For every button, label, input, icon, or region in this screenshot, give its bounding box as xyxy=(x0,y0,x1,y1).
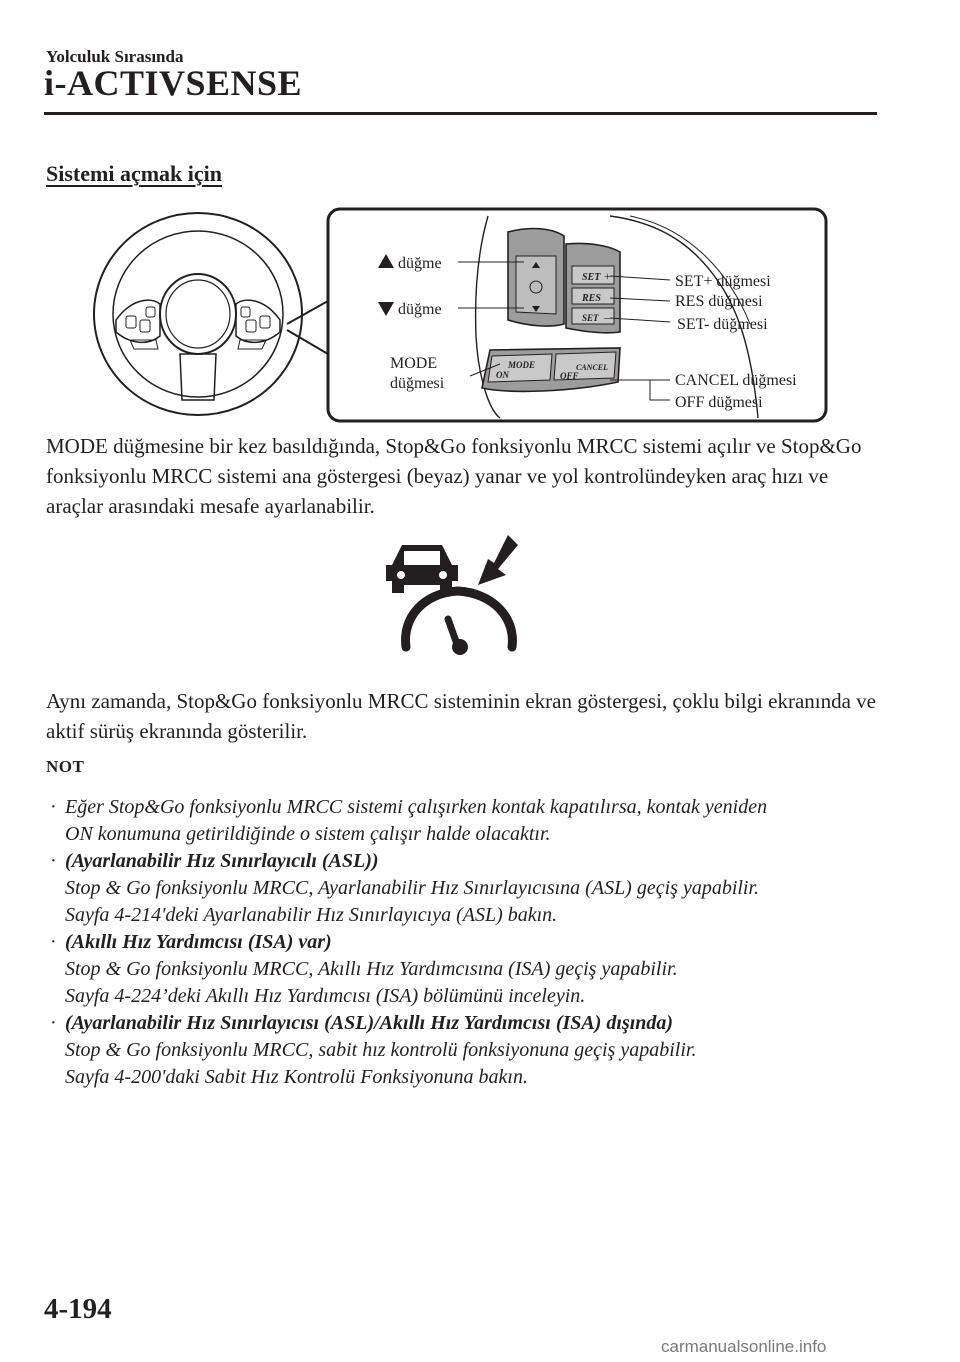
section-title: i-ACTIVSENSE xyxy=(44,63,303,103)
subheading: Sistemi açmak için xyxy=(46,161,222,186)
steering-wheel-icon xyxy=(94,213,302,415)
note-item xyxy=(46,794,906,848)
note-item xyxy=(46,848,906,929)
label-off: OFF düğmesi xyxy=(675,394,763,411)
section-subtitle: Yolculuk Sırasında xyxy=(46,47,184,66)
label-cancel: CANCEL düğmesi xyxy=(675,372,797,389)
label-mode-line1: MODE xyxy=(390,355,438,372)
bullet-dot: · xyxy=(50,1012,57,1034)
bullet-dot: · xyxy=(50,850,57,872)
note-item xyxy=(46,929,906,1010)
switch-plus-text: + xyxy=(604,269,611,283)
label-mode-line2: düğmesi xyxy=(390,375,445,392)
paragraph-display: Aynı zamanda, Stop&Go fonksiyonlu MRCC sisteminin ekran göstergesi, çoklu bilgi ekranında ve aktif sürüş ekranında gösterilir. xyxy=(46,689,876,743)
bullet-dot: · xyxy=(50,796,57,818)
switch-set-text: SET xyxy=(582,272,601,283)
note-line: Sayfa 4-214'deki Ayarlanabilir Hız Sınırlayıcıya (ASL) bakın. xyxy=(65,904,558,926)
label-up-button: düğme xyxy=(398,255,442,272)
bullet-dot: · xyxy=(50,931,57,953)
note-line: Sayfa 4-224’deki Akıllı Hız Yardımcısı (ISA) bölümünü inceleyin. xyxy=(65,985,586,1007)
label-set-plus: SET+ düğmesi xyxy=(675,273,771,290)
page-number: 4-194 xyxy=(44,1293,112,1325)
note-line: Stop & Go fonksiyonlu MRCC, Ayarlanabilir Hız Sınırlayıcısına (ASL) geçiş yapabilir. xyxy=(65,877,760,899)
note-line: Sayfa 4-200'daki Sabit Hız Kontrolü Fonksiyonuna bakın. xyxy=(65,1066,528,1088)
label-set-minus: SET- düğmesi xyxy=(677,316,768,333)
note-item-title: (Ayarlanabilir Hız Sınırlayıcılı (ASL)) xyxy=(65,850,379,872)
note-line: Stop & Go fonksiyonlu MRCC, sabit hız kontrolü fonksiyonuna geçiş yapabilir. xyxy=(65,1039,697,1061)
switch-off-text: OFF xyxy=(560,371,579,381)
switch-on-text: ON xyxy=(496,370,509,380)
watermark-link[interactable]: carmanualsonline.info xyxy=(661,1337,827,1356)
switch-mode-text: MODE xyxy=(508,360,536,370)
note-item-title: (Ayarlanabilir Hız Sınırlayıcısı (ASL)/Akıllı Hız Yardımcısı (ISA) dışında) xyxy=(65,1012,674,1034)
label-res: RES düğmesi xyxy=(675,293,763,310)
note-item xyxy=(46,1010,906,1091)
note-label: NOT xyxy=(46,757,85,776)
header-rule xyxy=(44,112,877,115)
switch-res-text: RES xyxy=(582,293,601,304)
switch-set2-text: SET xyxy=(582,313,599,323)
note-line: Stop & Go fonksiyonlu MRCC, Akıllı Hız Yardımcısına (ISA) geçiş yapabilir. xyxy=(65,958,678,980)
note-line: ON konumuna getirildiğinde o sistem çalışır halde olacaktır. xyxy=(65,823,551,845)
switch-minus-text: – xyxy=(604,310,610,324)
mrcc-indicator-icon xyxy=(384,535,532,659)
switch-cancel-text: CANCEL xyxy=(576,363,609,372)
paragraph-mode-button: MODE düğmesine bir kez basıldığında, Stop&Go fonksiyonlu MRCC sistemi açılır ve Stop&Go fonksiyonlu MRCC sistemi ana göstergesi (beyaz) yanar ve yol kontrolündeyken araç hızı ve araçlar arasındaki mesafe ayarlanabilir. xyxy=(46,434,862,518)
note-line: Eğer Stop&Go fonksiyonlu MRCC sistemi çalışırken kontak kapatılırsa, kontak yeniden xyxy=(65,796,768,818)
note-item-title: (Akıllı Hız Yardımcısı (ISA) var) xyxy=(65,931,332,953)
label-down-button: düğme xyxy=(398,301,442,318)
steering-wheel-figure xyxy=(90,204,830,426)
